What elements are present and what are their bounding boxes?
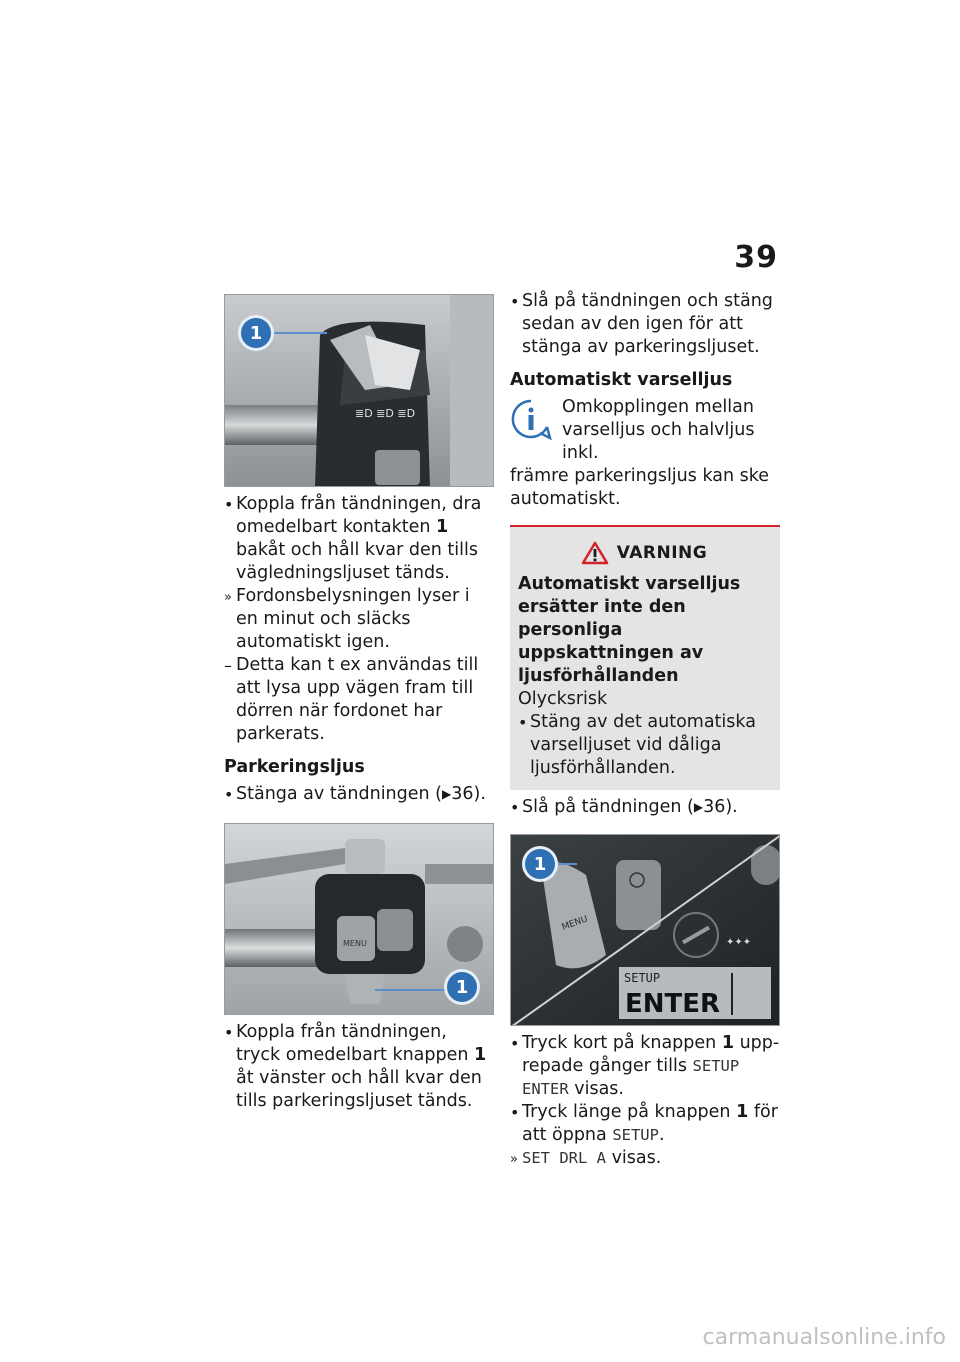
watermark: carmanualsonline.info [702,1325,946,1350]
right-column [510,290,780,1170]
svg-text:SETUP: SETUP [624,971,661,985]
page-number: 39 [734,240,778,275]
figure-handlebar-switch-lever [224,294,494,487]
warning-box [510,525,780,790]
info-note: Omkopplingen mellan varselljus och halvljus inkl. främre parkeringsljus kan ske automatiskt. [510,397,770,509]
list-item: • Tryck kort på knappen 1 upprepade gånger tills SETUP ENTER visas. [510,1033,780,1099]
svg-text:ENTER: ENTER [625,989,721,1019]
list-item: • Slå på tändningen (▶36). [510,797,738,817]
callout-1: 1 [447,972,477,1002]
warning-heading: Automatiskt varselljus ersätter inte den personliga uppskattningen av ljusförhållanden [518,574,741,686]
warning-triangle-icon [581,541,609,565]
heading-automatic-drl: Automatiskt varselljus [510,370,733,390]
page-reference-arrow-icon: ▶ [442,787,452,801]
svg-text:MENU: MENU [560,914,590,933]
warning-title: VARNING [518,541,770,565]
svg-text:≣D ≣D ≣D: ≣D ≣D ≣D [355,407,416,420]
list-item: • Stänga av tändningen (▶36). [224,784,486,804]
svg-text:MENU: MENU [343,939,367,948]
figure-handlebar-switch-unit [224,823,494,1015]
list-item-note: – Detta kan t ex användas till att lysa upp vägen fram till dörren när fordonet har parkerats. [224,655,479,744]
callout-1: 1 [525,849,555,879]
list-item: • Stäng av det automatiska varselljuset vid dåliga ljusförhållanden. [518,712,756,778]
heading-parking-light: Parkeringsljus [224,757,365,777]
list-item: • Slå på tändningen och stäng sedan av den igen för att stänga av parkeringsljuset. [510,291,773,357]
left-column [224,294,494,1113]
page-reference-arrow-icon: ▶ [693,800,704,814]
callout-line [271,332,327,334]
callout-1: 1 [241,318,271,348]
list-item-result: » SET DRL A visas. [510,1148,662,1168]
warning-risk: Olycksrisk [518,689,608,709]
info-icon [510,398,552,440]
list-item: • Koppla från tändningen, tryck omedelbart knappen 1 åt vänster och håll kvar den tills parkeringsljuset tänds. [224,1022,487,1111]
list-item: • Koppla från tändningen, dra omedelbart kontakten 1 bakåt och håll kvar den tills vägledningsljuset tänds. [224,494,482,583]
callout-line [555,863,577,865]
svg-text:✦✦✦: ✦✦✦ [726,937,752,948]
figure-menu-button-display [510,834,780,1026]
list-item: • Tryck länge på knappen 1 för att öppna SETUP. [510,1102,778,1145]
list-item-result: » Fordonsbelysningen lyser i en minut och släcks automatiskt igen. [224,586,470,652]
